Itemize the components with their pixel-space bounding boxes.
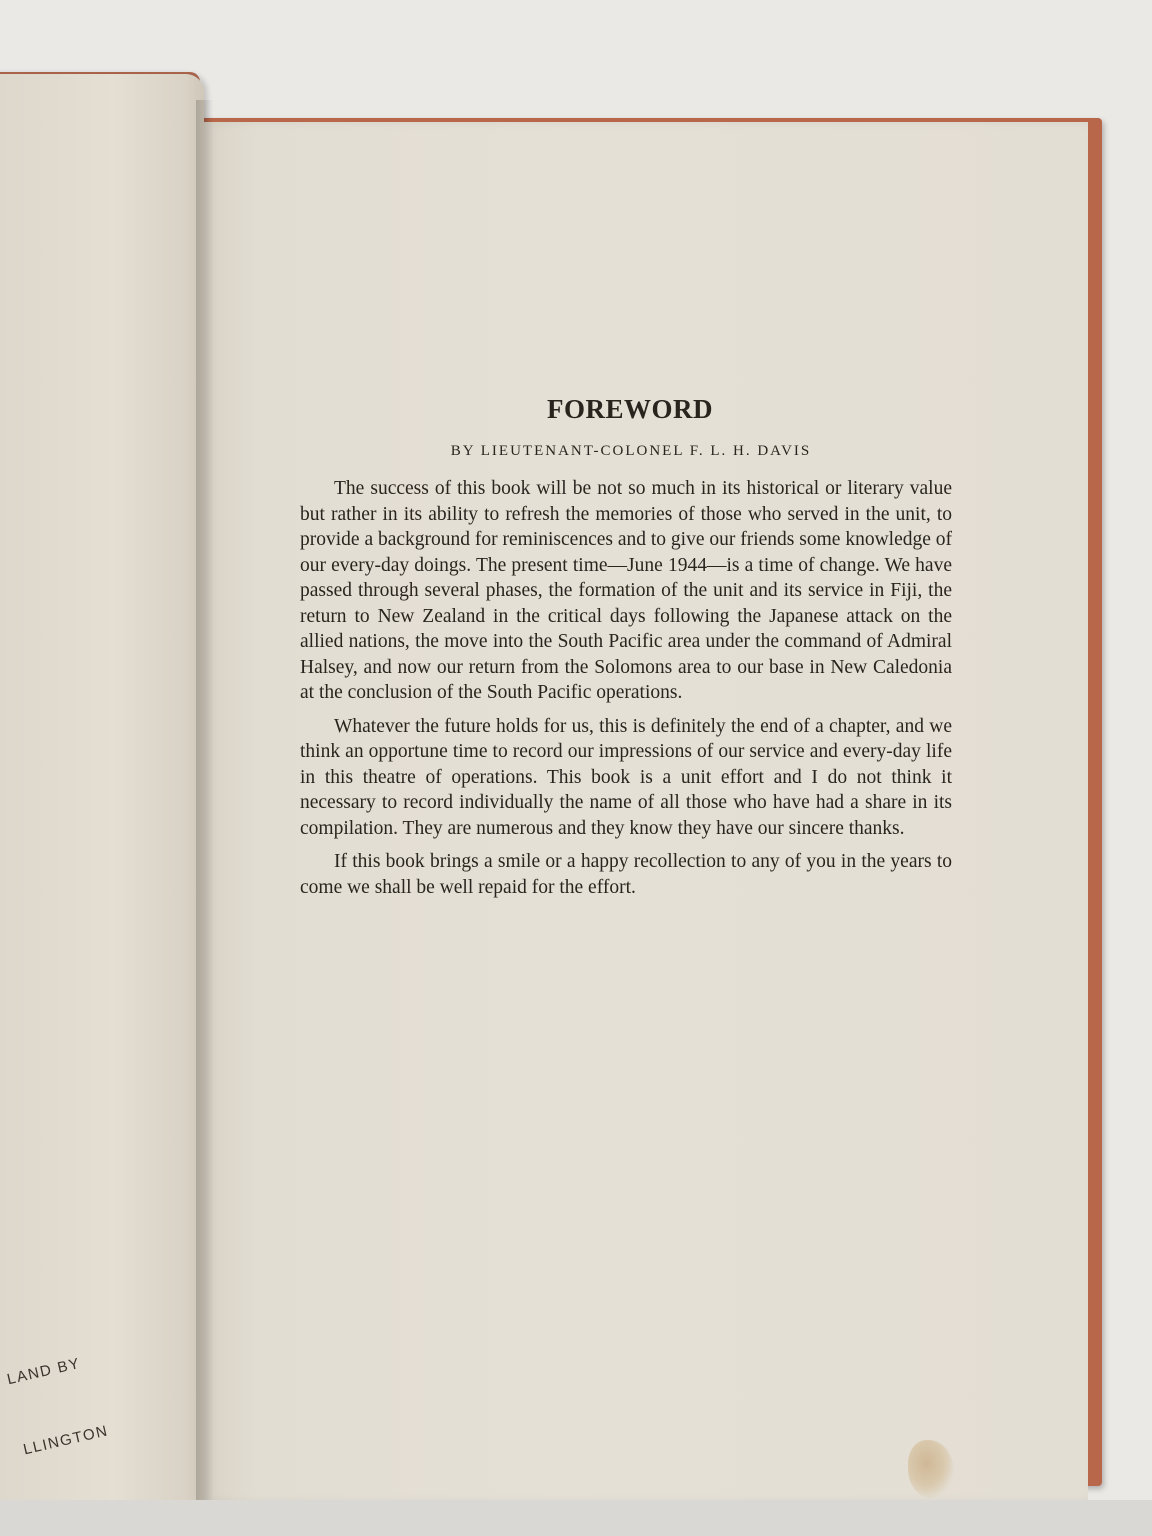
author-byline: BY LIEUTENANT-COLONEL F. L. H. DAVIS: [450, 443, 812, 459]
page-title: FOREWORD: [547, 394, 713, 424]
table-surface: [0, 1500, 1152, 1536]
imprint-line-2: LLINGTON: [21, 1422, 111, 1459]
left-page: [0, 74, 204, 1514]
paragraph-2: Whatever the future holds for us, this is definitely the end of a chapter, and we think an opportune time to record our impressions of our service and every-day life in this theatre of operations. This book is a unit effort and I do not think it necessary to record individually the name of all those who have had a share in its compilation. They are numerous and they know they have our sincere thanks.: [300, 715, 952, 839]
gutter-shadow: [196, 100, 214, 1520]
foreword-section: [300, 394, 952, 908]
paragraph-3: If this book brings a smile or a happy recollection to any of you in the years to come we shall be well repaid for the effort.: [300, 851, 952, 898]
paragraph-1: The success of this book will be not so much in its historical or literary value but rather in its ability to refresh the memories of those who served in the unit, to provide a background for reminiscences and to give our friends some knowledge of our every-day doings. The present time—June 1944—is a time of change. We have passed through several phases, the formation of the unit and its service in Fiji, the return to New Zealand in the critical days following the Japanese attack on the allied nations, the move into the South Pacific area under the command of Admiral Halsey, and now our return from the Solomons area to our base in New Caledonia at the conclusion of the South Pacific operations.: [300, 478, 952, 703]
imprint-line-1: LAND BY: [5, 1354, 83, 1389]
